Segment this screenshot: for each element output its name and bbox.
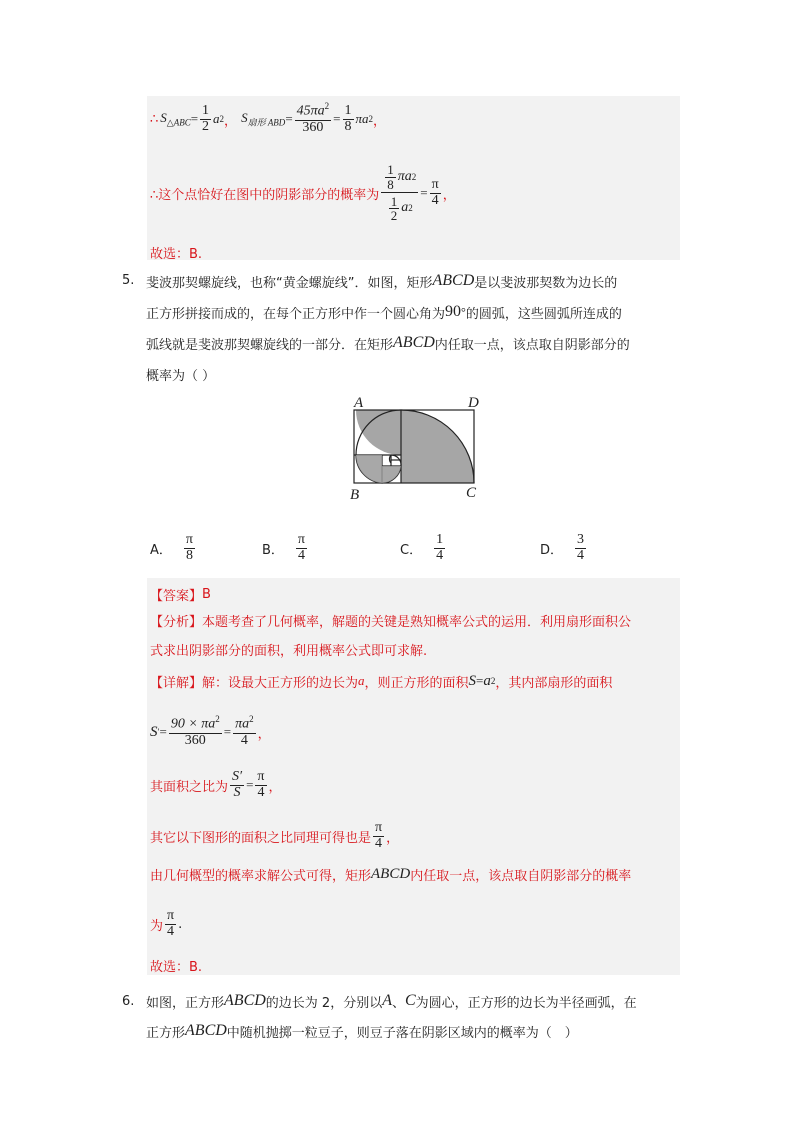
therefore-symbol: ∴ (150, 111, 159, 127)
q5-line-1: 斐波那契螺旋线，也称“黄金螺旋线”．如图，矩形 ABCD 是以斐波那契数为边长的 (146, 272, 618, 291)
separator: ， (224, 113, 238, 129)
fraction-eighth: $\frac{1}{8}$ (344, 102, 352, 134)
label-B: B (350, 487, 360, 503)
rect-abcd-label: ABCD (432, 272, 475, 289)
analysis-line-1: 【分析】 本题考查了几何概率，解题的关键是熟知概率公式的运用．利用扇形面积公 (150, 614, 632, 630)
comma: ， (373, 113, 387, 129)
s-triangle: $S_{\triangle ABC}$ (160, 109, 191, 128)
equals-sign: = (190, 111, 199, 126)
answer-tag: 【答案】 (150, 588, 203, 604)
choice-line-q4: 故选：B. (150, 246, 203, 262)
fraction-45pi: $\frac{45\pi a^2}{360}$ (296, 101, 330, 135)
q6-line-2: 正方形 ABCD 中随机抛掷一粒豆子，则豆子落在阴影区域内的概率为（ ） (146, 1022, 578, 1041)
choice-line-q5: 故选：B. (150, 959, 203, 975)
area-formulas-line: ∴ $S_{\triangle ABC}$ = $\frac{1}{2}$ a 2 ， $S_{扇形 ABD}$ = $\frac{45\pi a^2}{360}$ = $\frac{1}{8}$ π a 2 ， (150, 101, 387, 135)
pi-symbol: π (355, 111, 363, 126)
option-b[interactable]: B． $\frac{\pi}{4}$ (262, 532, 305, 563)
option-c[interactable]: C． $\frac{1}{4}$ (400, 532, 444, 563)
var-a: a (213, 111, 220, 126)
probability-text: ∴这个点恰好在图中的阴影部分的概率为 (150, 187, 380, 203)
answer-line (150, 583, 211, 605)
shade-2 (356, 410, 401, 455)
conclusion-line: 由几何概型的概率求解公式可得，矩形 ABCD 内任取一点，该点取自阴影部分的概率 (150, 865, 632, 884)
equals-sign: = (333, 111, 341, 126)
question-number-6: 6. (122, 994, 135, 1009)
answer-value: B (202, 586, 211, 602)
var-a: a (362, 111, 369, 126)
sector-area-line: S ′ = $\frac{90 \times \pi a^2}{360}$ = $\frac{\pi a^2}{4}$ ， (150, 714, 271, 748)
equals-sign: = (420, 185, 428, 200)
label-C: C (466, 485, 477, 501)
s-sector: $S_{扇形 ABD}$ (241, 109, 286, 128)
comma: ， (442, 187, 456, 203)
probability-line (150, 152, 456, 234)
equals-sign: = (285, 111, 293, 126)
q5-line-3: 弧线就是斐波那契螺旋线的一部分．在矩形 ABCD 内任取一点，该点取自阴影部分的 (146, 334, 630, 353)
probability-big-fraction: $\frac{1}{8}$ πa 2 $\frac{1}{2}$ a 2 (381, 163, 418, 223)
fraction-half: $\frac{1}{2}$ (202, 102, 210, 134)
q6-line-1: 如图，正方形 ABCD 的边长为 2，分别以 A 、 C 为圆心，正方形的边长为半径画弧，在 (146, 992, 637, 1011)
detail-line-1: 【详解】 解：设最大正方形的边长为 a ，则正方形的面积 S = a 2 ，其内部扇形的面积 (150, 672, 613, 691)
fibonacci-spiral-figure (344, 393, 494, 503)
question-number-5: 5. (122, 273, 135, 288)
option-d[interactable]: D． $\frac{3}{4}$ (540, 532, 585, 563)
q5-line-4: 概率为（ ） (146, 368, 216, 384)
option-a[interactable]: A． $\frac{\pi}{8}$ (150, 532, 193, 563)
shade-big (401, 410, 474, 483)
label-D: D (468, 395, 479, 411)
q5-line-2: 正方形拼接而成的，在每个正方形中作一个圆心角为 90 ° 的圆弧，这些圆弧所连成的 (146, 303, 622, 322)
same-ratio-line: 其它以下图形的面积之比同理可得也是 $\frac{\pi}{4}$ ， (150, 819, 400, 851)
label-A: A (354, 395, 364, 411)
analysis-line-2: 式求出阴影部分的面积，利用概率公式即可求解. (150, 643, 428, 659)
conclusion-line-2: 为 $\frac{\pi}{4}$ . (150, 907, 183, 939)
fraction-pi-4: $\frac{\pi}{4}$ (431, 176, 439, 208)
ratio-line: 其面积之比为 $\frac{S'}{S}$ = $\frac{\pi}{4}$ ， (150, 768, 282, 800)
